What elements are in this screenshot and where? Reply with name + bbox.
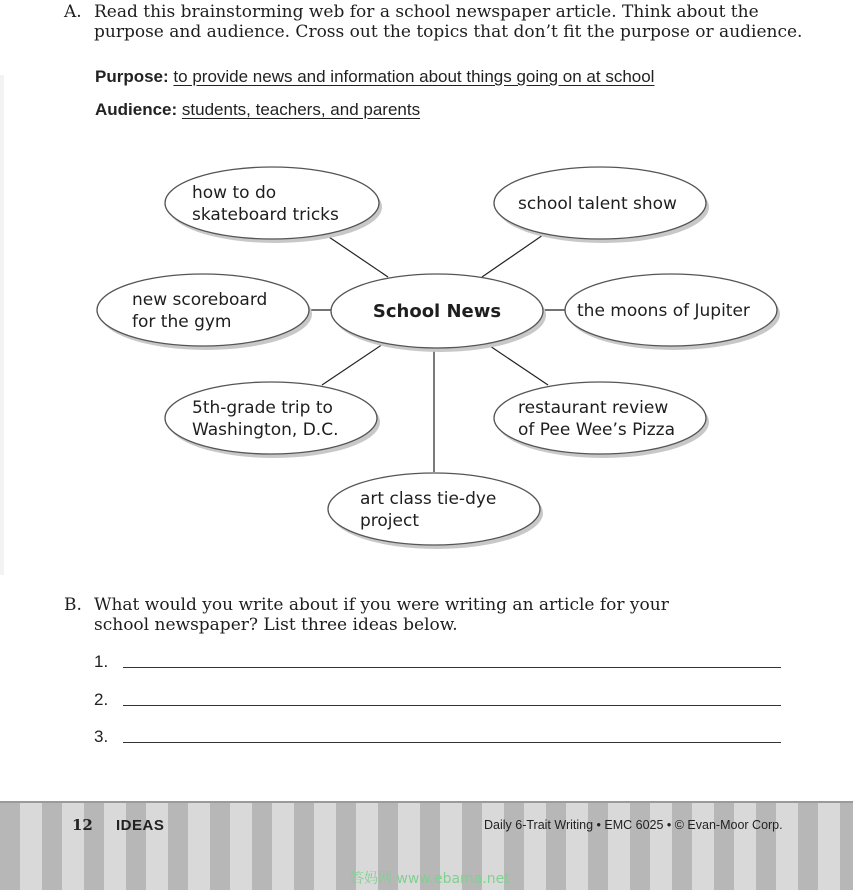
purpose-value: to provide news and information about things going on at school	[173, 67, 655, 86]
section-a-instruction-line2: purpose and audience. Cross out the topics that don’t fit the purpose or audience.	[94, 22, 803, 42]
purpose-label: Purpose:	[95, 67, 169, 86]
web-node-text: Washington, D.C.	[192, 420, 339, 440]
answer-number-3: 3.	[94, 727, 109, 746]
section-b-instruction-line1: What would you write about if you were writing an article for your	[94, 595, 669, 615]
web-node-tiedye	[328, 473, 543, 549]
web-node-text: school talent show	[518, 194, 677, 214]
web-node-ellipse	[165, 382, 377, 454]
web-node-center	[331, 274, 546, 352]
connector-restaurant	[487, 344, 548, 385]
answer-line-1[interactable]	[123, 667, 781, 668]
audience-label: Audience:	[95, 100, 178, 119]
connector-talent	[482, 235, 543, 277]
audience-value: students, teachers, and parents	[181, 100, 421, 119]
answer-line-2[interactable]	[123, 705, 781, 706]
web-node-text: the moons of Jupiter	[577, 301, 750, 321]
page-number: 12	[72, 816, 93, 834]
answer-number-2: 2.	[94, 690, 109, 709]
watermark: 答妈网 www.ebama.net	[350, 871, 510, 887]
web-node-skateboard	[165, 167, 382, 243]
connector-skateboard	[326, 235, 388, 277]
section-a-instruction-line1: Read this brainstorming web for a school newspaper article. Think about the	[94, 2, 759, 22]
web-node-text: project	[360, 511, 420, 531]
web-node-text: for the gym	[132, 312, 232, 332]
footer-section-title: IDEAS	[116, 817, 165, 834]
web-node-text: new scoreboard	[132, 290, 268, 310]
web-node-text: how to do	[192, 183, 277, 203]
web-node-text: art class tie-dye	[360, 489, 497, 509]
web-node-text: 5th-grade trip to	[192, 398, 333, 418]
web-node-text: restaurant review	[518, 398, 669, 418]
section-b-instruction-line2: school newspaper? List three ideas below.	[94, 615, 458, 635]
web-node-ellipse	[494, 382, 706, 454]
section-a-letter: A.	[64, 2, 82, 22]
connector-trip	[322, 344, 383, 385]
web-node-restaurant	[494, 382, 709, 458]
answer-line-3[interactable]	[123, 742, 781, 743]
answer-number-1: 1.	[94, 652, 109, 671]
web-node-ellipse	[328, 473, 540, 545]
footer-credit: Daily 6-Trait Writing • EMC 6025 • © Evan-Moor Corp.	[484, 818, 783, 832]
web-node-trip	[165, 382, 380, 458]
web-node-jupiter	[565, 274, 780, 350]
web-node-scoreboard	[97, 274, 312, 350]
web-node-text: School News	[372, 301, 502, 322]
web-node-text: of Pee Wee’s Pizza	[518, 420, 676, 440]
web-node-text: skateboard tricks	[192, 205, 339, 225]
web-node-ellipse	[165, 167, 379, 239]
web-node-ellipse	[97, 274, 309, 346]
section-b-letter: B.	[64, 595, 82, 615]
web-node-talent	[494, 167, 709, 243]
